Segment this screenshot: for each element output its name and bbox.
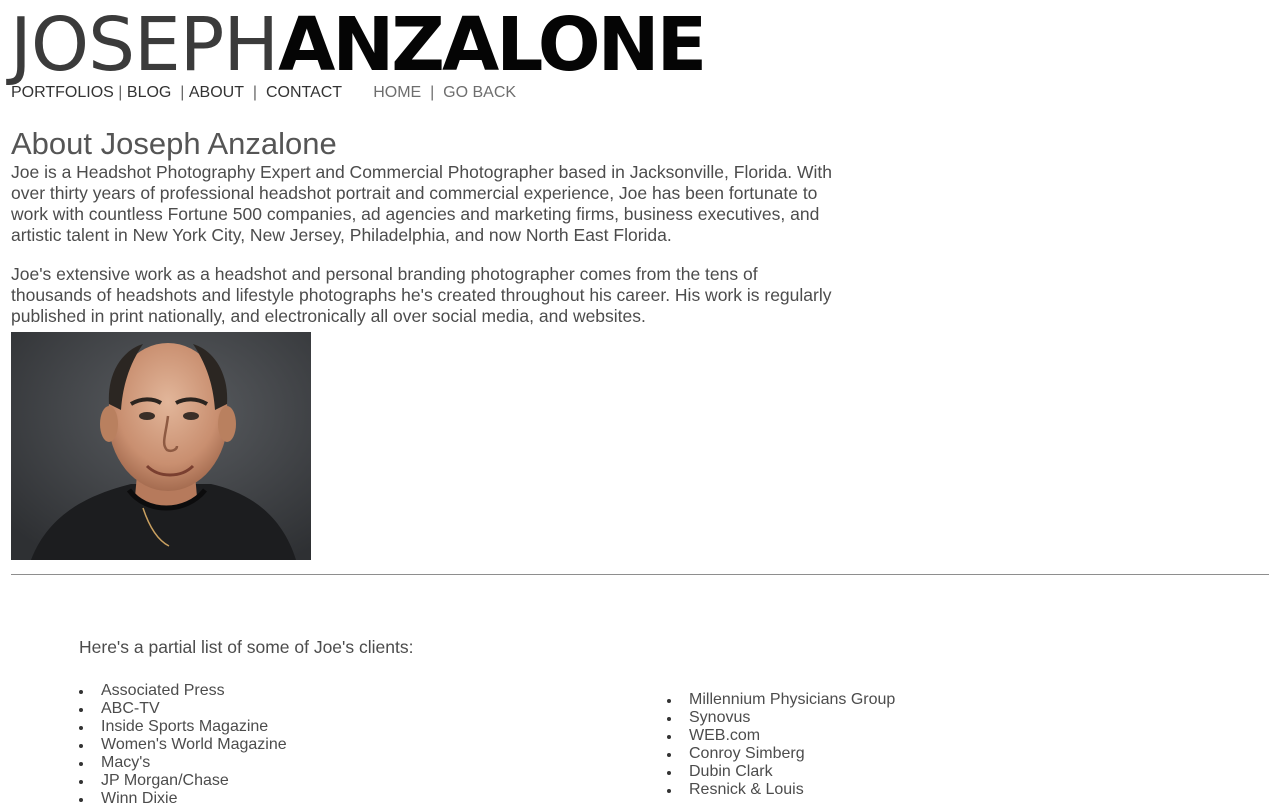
list-item: Resnick & Louis — [667, 781, 895, 799]
about-paragraph-2: Joe's extensive work as a headshot and personal branding photographer comes from the tens of thousands of headshots and lifestyle photographs he's created throughout his career. His work is regularly published in print nationally, and electronically all over social media, and websites. — [11, 264, 832, 326]
list-item: JP Morgan/Chase — [79, 772, 287, 790]
list-item: Winn Dixie — [79, 790, 287, 808]
logo-last-name: ANZALONE — [278, 2, 705, 88]
list-item: Millennium Physicians Group — [667, 691, 895, 709]
list-item: Inside Sports Magazine — [79, 718, 287, 736]
nav-contact-link[interactable]: CONTACT — [265, 84, 343, 101]
list-item: ABC-TV — [79, 700, 287, 718]
clients-list-right — [667, 691, 895, 799]
nav-home-link[interactable]: HOME — [373, 84, 422, 101]
portrait-photo — [11, 332, 311, 560]
list-item: Dubin Clark — [667, 763, 895, 781]
list-item: Conroy Simberg — [667, 745, 895, 763]
section-divider — [11, 574, 1269, 575]
page-title: About Joseph Anzalone — [11, 126, 337, 161]
nav-about-link[interactable]: ABOUT — [188, 84, 244, 101]
list-item: Associated Press — [79, 682, 287, 700]
clients-list-left — [79, 682, 287, 808]
nav-portfolios-link[interactable]: PORTFOLIOS — [11, 84, 114, 101]
about-paragraph-1: Joe is a Headshot Photography Expert and Commercial Photographer based in Jacksonville, Florida. With over thirty years of professional headshot portrait and commercial experience, Joe has been fortunate to work with countless Fortune 500 companies, ad agencies and marketing firms, business executives, and artistic talent in New York City, New Jersey, Philadelphia, and now North East Florida. — [11, 162, 832, 245]
nav-separator: | — [180, 84, 185, 101]
clients-intro: Here's a partial list of some of Joe's clients: — [79, 637, 414, 657]
list-item: Synovus — [667, 709, 895, 727]
nav-separator: | — [252, 84, 258, 101]
list-item: Women's World Magazine — [79, 736, 287, 754]
nav-separator: | — [118, 84, 123, 101]
list-item: Macy's — [79, 754, 287, 772]
nav-separator: | — [430, 84, 435, 101]
nav-blog-link[interactable]: BLOG — [126, 84, 172, 101]
main-nav — [11, 83, 516, 103]
list-item: WEB.com — [667, 727, 895, 745]
logo-first-name: JOSEPH — [10, 2, 279, 88]
nav-go-back-link[interactable]: GO BACK — [443, 84, 517, 101]
site-logo[interactable] — [10, 2, 705, 88]
